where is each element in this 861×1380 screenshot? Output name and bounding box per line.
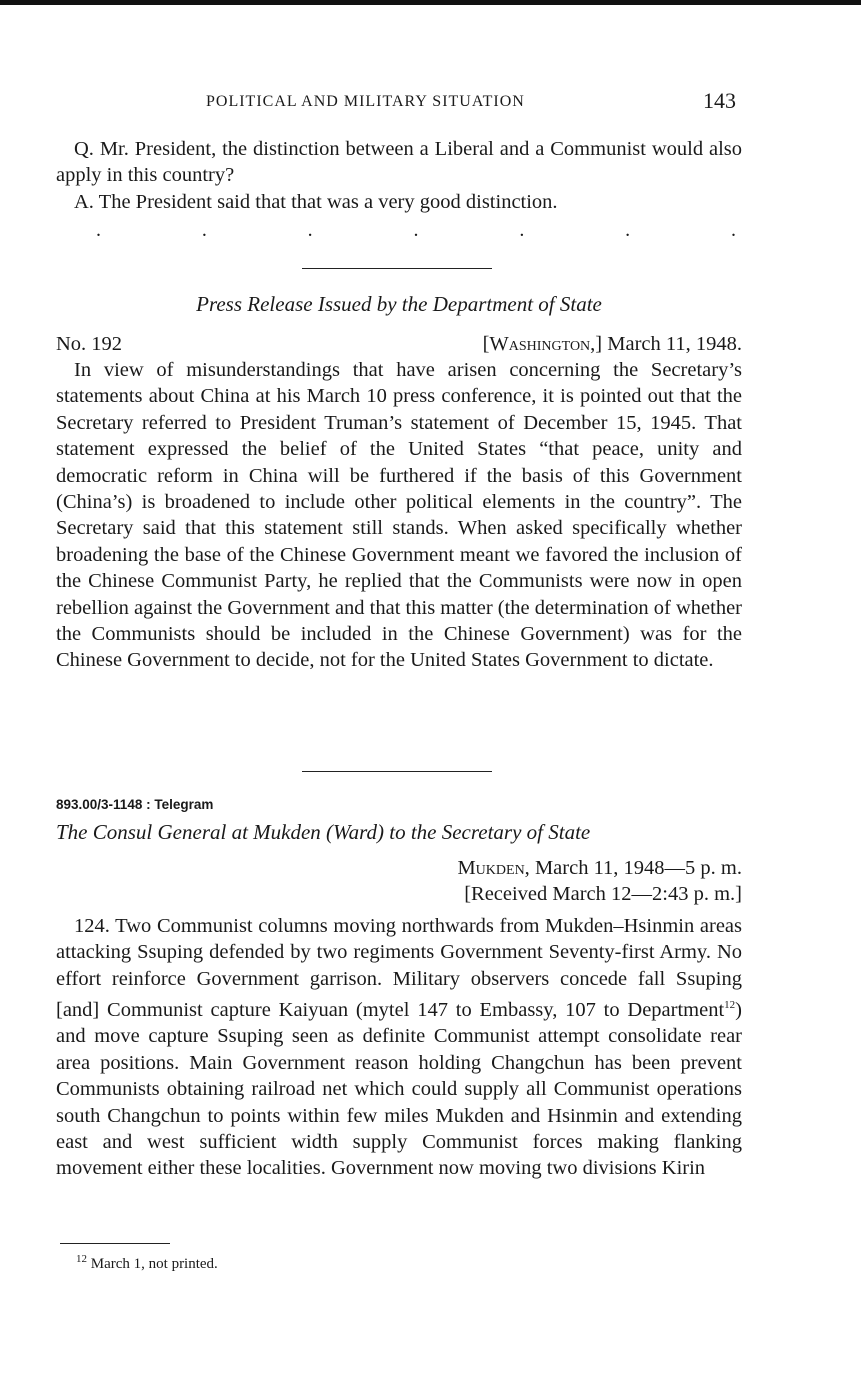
dateline-place: Mukden, — [457, 857, 530, 879]
footnote-marker: 12 — [76, 1253, 87, 1265]
footnote-reference: 12 — [724, 999, 736, 1012]
footnote-divider — [60, 1243, 170, 1244]
ellipsis-dot: . — [413, 219, 419, 241]
release-number: No. 192 — [56, 333, 123, 355]
page-number: 143 — [703, 88, 736, 113]
file-reference: 893.00/3-1148 : Telegram — [56, 797, 214, 812]
footnote — [76, 1253, 762, 1273]
section-divider — [302, 771, 492, 772]
press-release-body: In view of misunderstandings that have arisen concerning the Secretary’s statements about China at his March 10 press conference, it is pointed out that the Secretary referred to President Truman’s statement of December 15, 1945. That statement expressed the belief of the United States “that peace, unity and democratic reform in China will be furthered if the basis of this Government (China’s) is broadened to include other political elements in the country”. The Secretary said that this statement still stands. When asked specifically whether broadening the base of the Chinese Government meant we favored the inclusion of the Chinese Communist Party, he replied that the Communists were now in open rebellion against the Government and that this matter (the determination of whether the Communists should be included in the Chinese Government) was for the Chinese Government to decide, not for the United States Government to dictate. — [56, 359, 742, 672]
dateline-date: March 11, 1948—5 p. m. — [534, 857, 742, 879]
answer-paragraph: A. The President said that that was a very good distinction. — [74, 190, 558, 213]
telegram-body — [56, 913, 742, 1182]
telegram-body-text: 124. Two Communist columns moving northwards from Mukden–Hsinmin areas attacking Ssuping defended by two regiments Government Seventy-first Army. No effort reinforce Government garrison. Military observers concede fall Ssuping [and] Communist capture Kaiyuan (mytel 147 to Embassy, 107 to Department — [56, 915, 742, 1022]
ellipsis-dot: . — [519, 219, 525, 241]
telegram-body-text-continued: ) and move capture Ssuping seen as definite Communist attempt consolidate rear area positions. Main Government reason holding Changchun has been prevent Communists obtaining railroad net which could supply all Communist operations south Changchun to points within few miles Mukden and Hsinmin and extending east and west sufficient width supply Communist forces making flanking movement either these localities. Government now moving two divisions Kirin — [56, 999, 742, 1180]
telegram-dateline — [56, 855, 742, 881]
received-line: [Received March 12—2:43 p. m.] — [464, 883, 742, 905]
ellipsis-row — [96, 220, 736, 240]
ellipsis-dot: . — [307, 219, 313, 241]
footnote-text: March 1, not printed. — [90, 1256, 218, 1272]
page-header — [56, 88, 742, 118]
press-release-dateline — [56, 331, 742, 357]
press-conference-excerpt — [56, 136, 742, 215]
page-top-edge — [0, 0, 861, 5]
ellipsis-dot: . — [625, 219, 631, 241]
section-divider — [302, 268, 492, 269]
running-title: POLITICAL AND MILITARY SITUATION — [206, 93, 525, 110]
question-paragraph: Q. Mr. President, the distinction between a Liberal and a Communist would also apply in this country? — [56, 138, 742, 187]
press-release-section — [56, 292, 742, 674]
telegram-section — [56, 797, 742, 1182]
telegram-heading: The Consul General at Mukden (Ward) to the Secretary of State — [56, 820, 591, 844]
release-place-date: [Washington,] March 11, 1948. — [482, 333, 742, 355]
release-date: March 11, 1948. — [607, 333, 742, 355]
release-place: Washington, — [489, 333, 596, 355]
ellipsis-dot: . — [201, 219, 207, 241]
ellipsis-dot: . — [730, 219, 736, 241]
ellipsis-dot: . — [96, 219, 101, 241]
press-release-heading: Press Release Issued by the Department of State — [196, 292, 602, 316]
